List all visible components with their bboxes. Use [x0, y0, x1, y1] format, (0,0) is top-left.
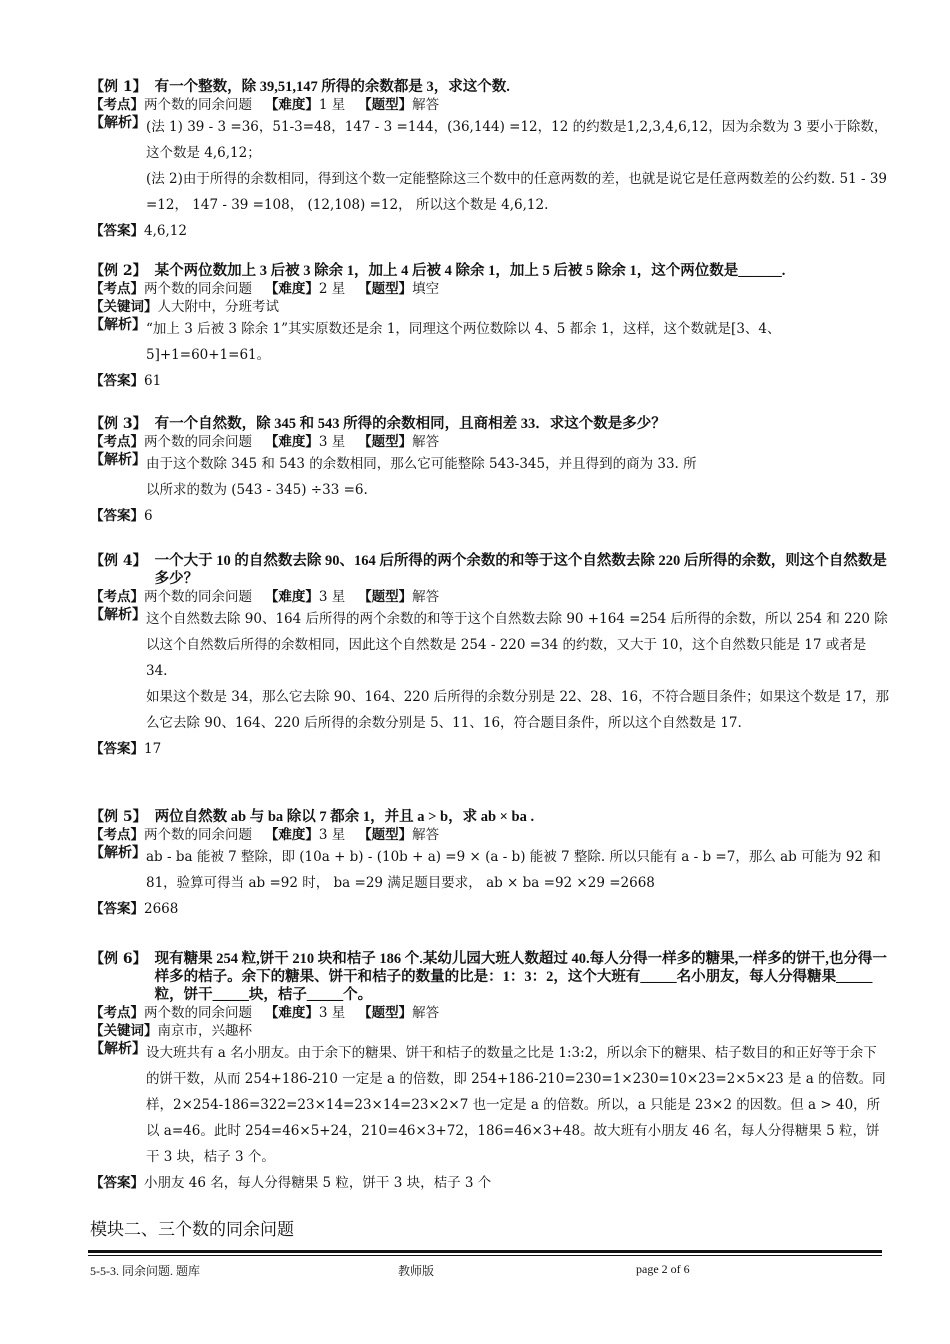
answer-line: 【答案】 4,6,12	[90, 223, 187, 239]
section-title: 模块二、三个数的同余问题	[90, 1220, 294, 1240]
example-5	[90, 808, 890, 918]
footer-page-number: page 2 of 6	[636, 1262, 690, 1276]
question-text: 有一个自然数，除 345 和 543 所得的余数相同，且商相差 33．求这个数是多少？	[154, 416, 666, 432]
solution-block: 【解析】 设大班共有 a 名小朋友。由于余下的糖果、饼干和桔子的数量之比是 1:3:2，所以余下的糖果、桔子数目的和正好等于余下的饼干数，从而 254+186-210 一定是 a 的倍数，即 254+186-210=230=1×230=10×23=2×5×23 是 a 的倍数。同样，2×254-186=322=23×14=23×14=23×2×7 也一定是 a 的倍数。所以，a 只能是 23×2 的因数。但 a > 40，所以 a=46。此时 254=46×5+24，210=46×3+72，186=46×3+48。故大班有小朋友 46 名，每人分得糖果 5 粒，饼干 3 块，桔子 3 个。	[90, 1040, 890, 1170]
answer-line: 【答案】 小朋友 46 名，每人分得糖果 5 粒，饼干 3 块，桔子 3 个	[90, 1175, 492, 1191]
footer-rule	[88, 1250, 882, 1253]
solution-paragraph: 由于这个数除 345 和 543 的余数相同，那么它可能整除 543-345，并且得到的商为 33. 所以所求的数为 (543 - 345) ÷33 =6.	[146, 456, 697, 498]
example-4	[90, 552, 890, 758]
question-text: 某个两位数加上 3 后被 3 除余 1，加上 4 后被 4 除余 1，加上 5 后被 5 除余 1，这个两位数是______.	[154, 263, 786, 279]
solution-paragraph: 如果这个数是 34，那么它去除 90、164、220 后所得的余数分别是 22、28、16，不符合题目条件；如果这个数是 17，那么它去除 90、164、220 后所得的余数分别是 5、11、16，符合题目条件，所以这个自然数是 17.	[146, 689, 890, 731]
solution-block: 【解析】 (法 1) 39 - 3 =36，51-3=48，147 - 3 =144，(36,144) =12，12 的约数是1,2,3,4,6,12，因为余数为 3 要小于除数，这个数是 4,6,12； (法 2)由于所得的余数相同，得到这个数一定能整除这三个数中的任意两数的差，也就是说它是任意两数差的公约数. 51 - 39 =12， 147 - 39 =108， (12,108) =12， 所以这个数是 4,6,12.	[90, 114, 890, 218]
solution-paragraph: “加上 3 后被 3 除余 1”其实原数还是余 1，同理这个两位数除以 4、5 都余 1，这样，这个数就是[3、4、5]+1=60+1=61。	[146, 321, 781, 363]
footer-left: 5-5-3. 同余问题. 题库	[90, 1264, 200, 1278]
footer-center: 教师版	[398, 1264, 435, 1278]
solution-paragraph: (法 2)由于所得的余数相同，得到这个数一定能整除这三个数中的任意两数的差，也就是说它是任意两数差的公约数. 51 - 39 =12， 147 - 39 =108， (12,108) =12， 所以这个数是 4,6,12.	[146, 171, 887, 213]
solution-block: 【解析】 “加上 3 后被 3 除余 1”其实原数还是余 1，同理这个两位数除以 4、5 都余 1，这样，这个数就是[3、4、5]+1=60+1=61。	[90, 316, 890, 368]
meta-line: 【考点】两个数的同余问题 【难度】3 星 【题型】解答	[90, 434, 440, 450]
meta-line: 【考点】两个数的同余问题 【难度】3 星 【题型】解答	[90, 589, 440, 605]
solution-paragraph: (法 1) 39 - 3 =36，51-3=48，147 - 3 =144，(36,144) =12，12 的约数是1,2,3,4,6,12，因为余数为 3 要小于除数，这个数是 4,6,12；	[146, 119, 888, 161]
question-text: 现有糖果 254 粒,饼干 210 块和桔子 186 个.某幼儿园大班人数超过 40.每人分得一样多的糖果,一样多的饼干,也分得一样多的桔子。余下的糖果、饼干和桔子的数量的比是：1：3：2，这个大班有_____名小朋友，每人分得糖果_____粒，饼干_____块，桔子_____个。	[154, 951, 887, 1003]
solution-block: 【解析】 ab - ba 能被 7 整除，即 (10a + b) - (10b + a) =9 × (a - b) 能被 7 整除. 所以只能有 a - b =7，那么 ab 可能为 92 和 81，验算可得当 ab =92 时， ba =29 满足题目要求， ab × ba =92 ×29 =2668	[90, 844, 890, 896]
example-tag: 【例 4】	[90, 553, 147, 569]
footer-rule-thin	[88, 1255, 882, 1256]
solution-paragraph: 这个自然数去除 90、164 后所得的两个余数的和等于这个自然数去除 90 +164 =254 后所得的余数，所以 254 和 220 除以这个自然数后所得的余数相同，因此这个自然数是 254 - 220 =34 的约数，又大于 10，这个自然数只能是 17 或者是 34.	[146, 611, 888, 679]
question-text: 两位自然数 ab 与 ba 除以 7 都余 1，并且 a > b，求 ab × ba .	[154, 809, 535, 825]
answer-line: 【答案】 61	[90, 373, 162, 389]
example-3	[90, 415, 890, 525]
answer-line: 【答案】 17	[90, 741, 162, 757]
question-text: 一个大于 10 的自然数去除 90、164 后所得的两个余数的和等于这个自然数去除 220 后所得的余数，则这个自然数是多少？	[154, 553, 887, 587]
example-tag: 【例 3】	[90, 416, 147, 432]
meta-line: 【考点】两个数的同余问题 【难度】2 星 【题型】填空	[90, 281, 440, 297]
meta-line: 【考点】两个数的同余问题 【难度】3 星 【题型】解答	[90, 1005, 440, 1021]
example-tag: 【例 6】	[90, 951, 147, 967]
meta-line: 【考点】两个数的同余问题 【难度】1 星 【题型】解答	[90, 97, 440, 113]
solution-block: 【解析】 由于这个数除 345 和 543 的余数相同，那么它可能整除 543-345，并且得到的商为 33. 所以所求的数为 (543 - 345) ÷33 =6.	[90, 451, 890, 503]
keywords-line: 【关键词】人大附中，分班考试	[90, 299, 279, 315]
solution-block: 【解析】 这个自然数去除 90、164 后所得的两个余数的和等于这个自然数去除 90 +164 =254 后所得的余数，所以 254 和 220 除以这个自然数后所得的余数相同，因此这个自然数是 254 - 220 =34 的约数，又大于 10，这个自然数只能是 17 或者是 34. 如果这个数是 34，那么它去除 90、164、220 后所得的余数分别是 22、28、16，不符合题目条件；如果这个数是 17，那么它去除 90、164、220 后所得的余数分别是 5、11、16，符合题目条件，所以这个自然数是 17.	[90, 606, 890, 736]
example-tag: 【例 1】	[90, 79, 147, 95]
example-2	[90, 262, 890, 390]
example-1	[90, 78, 890, 240]
solution-paragraph: 设大班共有 a 名小朋友。由于余下的糖果、饼干和桔子的数量之比是 1:3:2，所以余下的糖果、桔子数目的和正好等于余下的饼干数，从而 254+186-210 一定是 a 的倍数，即 254+186-210=230=1×230=10×23=2×5×23 是 a 的倍数。同样，2×254-186=322=23×14=23×14=23×2×7 也一定是 a 的倍数。所以，a 只能是 23×2 的因数。但 a > 40，所以 a=46。此时 254=46×5+24，210=46×3+72，186=46×3+48。故大班有小朋友 46 名，每人分得糖果 5 粒，饼干 3 块，桔子 3 个。	[146, 1045, 886, 1165]
example-tag: 【例 2】	[90, 263, 147, 279]
keywords-line: 【关键词】南京市，兴趣杯	[90, 1023, 252, 1039]
meta-line: 【考点】两个数的同余问题 【难度】3 星 【题型】解答	[90, 827, 440, 843]
solution-paragraph: ab - ba 能被 7 整除，即 (10a + b) - (10b + a) =9 × (a - b) 能被 7 整除. 所以只能有 a - b =7，那么 ab 可能为 92 和 81，验算可得当 ab =92 时， ba =29 满足题目要求， ab × ba =92 ×29 =2668	[146, 849, 881, 891]
answer-line: 【答案】 2668	[90, 901, 179, 917]
question-text: 有一个整数，除 39,51,147 所得的余数都是 3，求这个数.	[154, 79, 510, 95]
example-6	[90, 950, 890, 1192]
example-tag: 【例 5】	[90, 809, 147, 825]
answer-line: 【答案】 6	[90, 508, 153, 524]
